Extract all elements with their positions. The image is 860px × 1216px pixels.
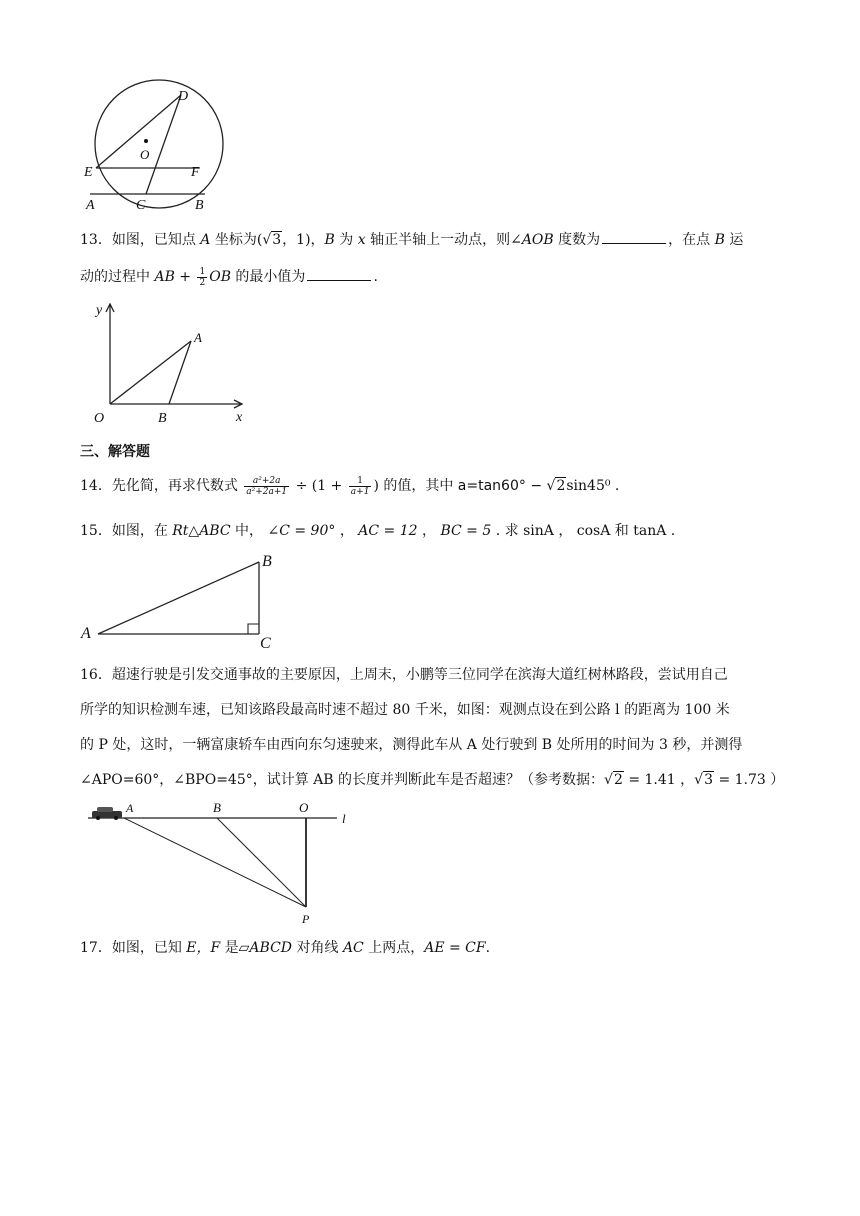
q15-text: 15．如图，在 [80, 523, 173, 539]
q13-sqrt: √3 [262, 232, 282, 248]
axes-figure [90, 300, 260, 430]
q14-text: sin45⁰ . [566, 478, 620, 494]
q14-radicand: 2 [556, 478, 566, 494]
q17-text: 对角线 [292, 940, 343, 956]
q13-text: 的最小值为 [230, 269, 306, 285]
q13-line1 [80, 229, 743, 249]
segment-oa [110, 341, 191, 404]
q17-text: 是▱ [220, 940, 250, 956]
q16-line1: 16．超速行驶是引发交通事故的主要原因，上周末，小鹏等三位同学在滨海大道红树林路段，尝试用自己 [80, 667, 728, 683]
q13-point-b: B [324, 232, 335, 248]
q16-line3: 的 P 处，这时，一辆富康轿车由西向东匀速驶来，测得此车从 A 处行驶到 B 处所用的时间为 3 秒，并测得 [80, 737, 743, 753]
label-p: P [302, 912, 310, 926]
q16-sqrt3: √3 [694, 772, 713, 788]
road-figure [82, 798, 362, 928]
q15-text: ， [335, 523, 359, 539]
q13-text: 动的过程中 [80, 269, 155, 285]
q16-text: = 1.41 ， [623, 772, 695, 788]
q14-text: 的值，其中 a=tan60° − [383, 478, 547, 494]
label-a: A [86, 198, 95, 213]
q13-expr: AB + [154, 269, 196, 285]
q16-radicand-2: 2 [613, 772, 623, 788]
segment-ab [169, 341, 191, 404]
q13-text: ，1)， [282, 232, 325, 248]
q13-frac-num: 1 [199, 266, 206, 277]
q14-fraction-2 [349, 476, 372, 497]
section-heading: 三、解答题 [80, 444, 150, 460]
q14-frac1-num: a²+2a [244, 476, 289, 487]
q15-angle: ∠C = 90° [267, 523, 336, 539]
q17-points: E，F [186, 940, 221, 956]
q17-text: . [485, 940, 491, 956]
q16-radicand-3: 3 [704, 772, 713, 788]
label-e: E [84, 165, 93, 180]
label-a: A [81, 625, 91, 642]
center-dot [144, 139, 148, 143]
circle [95, 80, 223, 208]
label-y: y [96, 303, 103, 318]
q13-text: 运 [724, 232, 744, 248]
q15-text: . 求 sinA ， cosA 和 tanA . [491, 523, 676, 539]
q13-blank-2[interactable] [307, 266, 371, 281]
q15-ac: AC = 12 [358, 523, 418, 539]
q14-text: 14．先化简，再求代数式 [80, 478, 238, 494]
label-b: B [213, 800, 221, 815]
q13-fraction [197, 267, 207, 288]
circle-figure-svg [80, 86, 220, 212]
label-a: A [194, 330, 202, 345]
side-ab [98, 562, 259, 634]
q16-text: = 1.73 ） [714, 772, 785, 788]
q13-x: x [357, 232, 366, 248]
line-bp [217, 818, 306, 907]
q15-triangle: Rt△ABC [172, 523, 231, 539]
q17-equation: AE = CF [424, 940, 486, 956]
q13-point-a: A [200, 232, 211, 248]
q13-point-b2: B [714, 232, 725, 248]
q13-angle: ∠AOB [510, 232, 554, 248]
q13-text: 度数为 [553, 232, 601, 248]
right-angle-mark [248, 624, 259, 634]
q17-text: 上两点， [363, 940, 425, 956]
q15-text: 中， [230, 523, 268, 539]
triangle-figure [80, 548, 280, 650]
q14-frac2-num: 1 [349, 476, 372, 487]
q14-text: ÷ (1 + [295, 478, 343, 494]
q14-fraction-1 [244, 476, 289, 497]
q17-diagonal: AC [342, 940, 364, 956]
label-l: l [342, 811, 346, 826]
q13-text: 为 [334, 232, 358, 248]
q16-line4 [80, 769, 784, 789]
q14-text: ) [373, 478, 379, 494]
label-b: B [262, 553, 272, 570]
q16-sqrt2: √2 [604, 772, 623, 788]
label-o: O [299, 800, 309, 815]
q13-text: 轴正半轴上一动点，则 [365, 232, 511, 248]
circle-figure [80, 86, 220, 212]
q13-expr: OB [209, 269, 231, 285]
label-c: C [136, 198, 146, 213]
q13-radicand: 3 [272, 232, 282, 248]
label-d: D [178, 89, 189, 104]
q13-frac-den: 2 [199, 277, 206, 288]
q16-line2: 所学的知识检测车速，已知该路段最高时速不超过 80 千米，如图：观测点设在到公路 l 的距离为 100 米 [80, 702, 730, 718]
label-b: B [195, 198, 204, 213]
q13-text: 13．如图，已知点 [80, 232, 201, 248]
q15-line [80, 520, 675, 540]
q17-text: 17．如图，已知 [80, 940, 187, 956]
label-x: x [236, 410, 243, 425]
q17-parallelogram: ABCD [249, 940, 293, 956]
triangle-figure-svg [80, 548, 280, 650]
q15-bc: BC = 5 [440, 523, 492, 539]
road-figure-svg [82, 798, 362, 928]
label-o: O [94, 411, 105, 426]
q14-frac2-den: a+1 [350, 486, 370, 497]
line-ap [124, 818, 306, 907]
q13-line2 [80, 266, 378, 288]
q13-text: 坐标为( [210, 232, 263, 248]
q14-frac1-den: a²+2a+1 [246, 486, 288, 497]
q15-text: ， [417, 523, 441, 539]
label-o: O [140, 147, 150, 162]
label-a: A [126, 801, 134, 815]
label-f: F [191, 165, 200, 180]
q14-line [80, 475, 619, 497]
q17-line [80, 937, 490, 957]
q13-text: . [373, 269, 378, 285]
q13-blank-1[interactable] [602, 229, 666, 244]
label-c: C [260, 635, 271, 652]
axes-figure-svg [90, 300, 260, 430]
label-b: B [158, 411, 167, 426]
q14-sqrt: √2 [546, 478, 566, 494]
q16-text: ∠APO=60°，∠BPO=45°，试计算 AB 的长度并判断此车是否超速？（参考数据： [80, 772, 605, 788]
q13-text: ，在点 [668, 232, 715, 248]
